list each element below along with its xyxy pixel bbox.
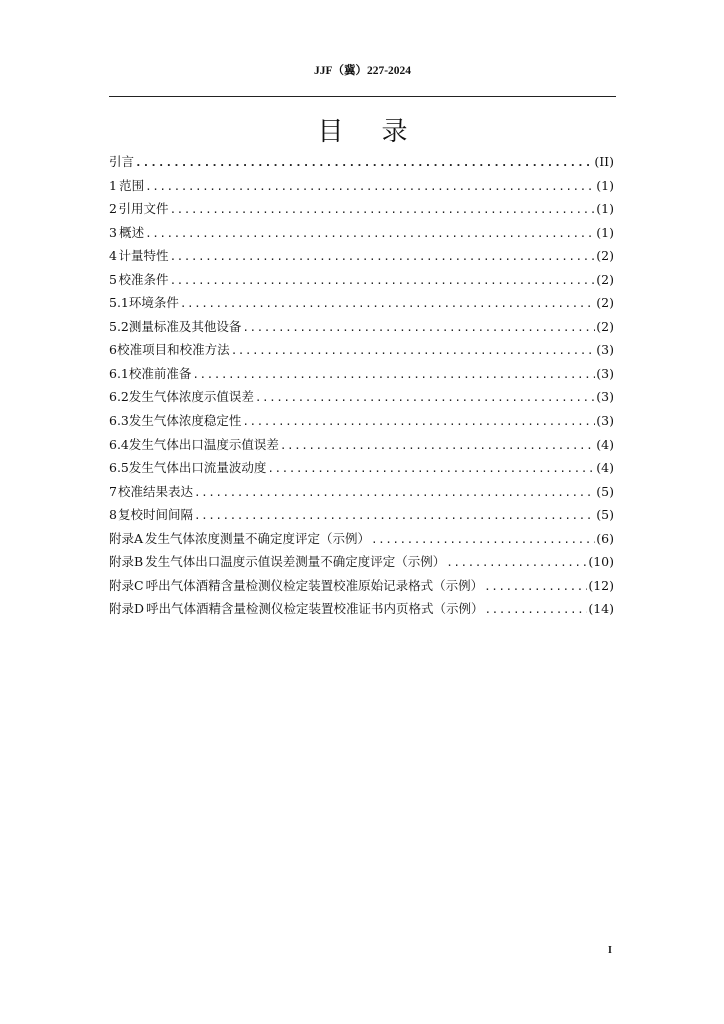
toc-entry[interactable] xyxy=(109,480,614,504)
toc-entry[interactable] xyxy=(109,197,614,221)
toc-entry[interactable] xyxy=(109,338,614,362)
toc-entry[interactable] xyxy=(109,433,614,457)
toc-entry[interactable] xyxy=(109,221,614,245)
toc-entry[interactable] xyxy=(109,503,614,527)
toc-entry-number: 附录C xyxy=(109,577,144,593)
toc-entry[interactable] xyxy=(109,315,614,339)
toc-entry-number: 5.2 xyxy=(109,318,129,334)
toc-entry-number: 附录B xyxy=(109,554,144,570)
toc-entry[interactable] xyxy=(109,244,614,268)
toc-entry[interactable] xyxy=(109,174,614,198)
toc-entry-label: 计量特性 xyxy=(118,248,169,264)
toc-entry-number: 1 xyxy=(109,177,117,193)
toc-entry[interactable] xyxy=(109,597,614,621)
toc-entry-page: (5) xyxy=(596,507,614,523)
toc-entry-page: (2) xyxy=(596,271,614,287)
toc-entry-page: (3) xyxy=(596,365,614,381)
toc-entry-number: 6.4 xyxy=(109,436,129,452)
toc-entry-number: 8 xyxy=(109,507,117,523)
toc-entry-page: (12) xyxy=(588,577,614,593)
toc-entry-page: (1) xyxy=(596,201,614,217)
toc-entry-number: 附录D xyxy=(109,601,145,617)
toc-entry-label: 环境条件 xyxy=(128,295,179,311)
toc-entry-page: (1) xyxy=(596,224,614,240)
toc-leader-dots xyxy=(194,504,595,528)
toc-leader-dots xyxy=(267,457,595,481)
toc-entry[interactable] xyxy=(109,550,614,574)
toc-entry-page: (14) xyxy=(588,601,614,617)
toc-entry-page: (10) xyxy=(588,554,614,570)
toc-entry-page: (3) xyxy=(596,342,614,358)
toc-entry-number: 3 xyxy=(109,224,117,240)
toc-entry-label: 范围 xyxy=(119,177,145,193)
toc-entry-page: (3) xyxy=(596,413,614,429)
toc-entry[interactable] xyxy=(109,362,614,386)
toc-entry-label: 呼出气体酒精含量检测仪检定装置校准证书内页格式（示例） xyxy=(146,601,484,617)
toc-entry-page: (3) xyxy=(596,389,614,405)
toc-leader-dots xyxy=(255,386,595,410)
toc-entry-label: 发生气体出口温度示值误差 xyxy=(128,436,279,452)
toc-entry-number: 6.1 xyxy=(109,365,129,381)
toc-leader-dots xyxy=(242,410,595,434)
header-rule xyxy=(109,96,616,97)
toc-leader-dots xyxy=(371,528,595,552)
toc-entry-label: 发生气体浓度示值误差 xyxy=(128,389,254,405)
toc-leader-dots xyxy=(242,316,595,340)
toc-leader-dots xyxy=(170,269,596,293)
toc-entry[interactable] xyxy=(109,527,614,551)
toc-entry-page: (2) xyxy=(596,318,614,334)
toc-entry-label: 校准条件 xyxy=(118,271,169,287)
toc-entry-label: 引言 xyxy=(109,154,135,169)
toc-entry-page: (2) xyxy=(596,248,614,264)
toc-leader-dots xyxy=(446,551,587,575)
table-of-contents xyxy=(109,150,614,621)
toc-entry[interactable] xyxy=(109,456,614,480)
toc-entry-number: 6.2 xyxy=(109,389,129,405)
toc-entry-page: (4) xyxy=(596,460,614,476)
toc-leader-dots xyxy=(194,481,595,505)
toc-entry-label: 发生气体浓度稳定性 xyxy=(128,413,242,429)
toc-leader-dots xyxy=(231,339,596,363)
page-number: I xyxy=(608,945,612,956)
toc-entry-label: 校准前准备 xyxy=(128,365,192,381)
toc-entry[interactable] xyxy=(109,268,614,292)
toc-entry[interactable] xyxy=(109,385,614,409)
toc-entry-page: (1) xyxy=(596,177,614,193)
toc-entry-number: 6.3 xyxy=(109,413,129,429)
toc-entry[interactable] xyxy=(109,409,614,433)
toc-leader-dots xyxy=(180,292,595,316)
toc-entry-number: 5.1 xyxy=(109,295,129,311)
toc-entry-number: 7 xyxy=(109,483,117,499)
toc-entry-label: 呼出气体酒精含量检测仪检定装置校准原始记录格式（示例） xyxy=(145,577,484,593)
toc-leader-dots xyxy=(145,175,595,199)
toc-entry-label: 复校时间间隔 xyxy=(118,507,194,523)
toc-entry-label: 测量标准及其他设备 xyxy=(128,318,242,334)
toc-entry-page: (II) xyxy=(594,154,614,169)
toc-leader-dots xyxy=(484,575,587,599)
toc-leader-dots xyxy=(280,434,595,458)
page-title: 目录 xyxy=(317,117,446,147)
toc-leader-dots xyxy=(485,598,588,622)
toc-entry-page: (2) xyxy=(596,295,614,311)
toc-entry-label: 发生气体浓度测量不确定度评定（示例） xyxy=(145,530,371,546)
toc-entry-number: 6 xyxy=(109,342,117,358)
toc-entry[interactable] xyxy=(109,150,614,174)
toc-entry-number: 4 xyxy=(109,248,117,264)
toc-entry-page: (5) xyxy=(596,483,614,499)
toc-entry-label: 概述 xyxy=(119,224,145,240)
toc-entry[interactable] xyxy=(109,574,614,598)
toc-entry-label: 发生气体出口流量波动度 xyxy=(128,460,267,476)
toc-leader-dots xyxy=(135,151,593,175)
toc-entry-label: 引用文件 xyxy=(118,201,169,217)
toc-leader-dots xyxy=(192,363,595,387)
toc-entry-number: 6.5 xyxy=(109,460,129,476)
toc-leader-dots xyxy=(170,198,596,222)
toc-leader-dots xyxy=(170,245,596,269)
toc-entry-label: 校准项目和校准方法 xyxy=(117,342,230,358)
toc-entry-page: (6) xyxy=(596,530,614,546)
toc-entry-label: 发生气体出口温度示值误差测量不确定度评定（示例） xyxy=(145,554,446,570)
toc-entry-number: 2 xyxy=(109,201,117,217)
toc-leader-dots xyxy=(145,222,595,246)
toc-entry-page: (4) xyxy=(596,436,614,452)
toc-entry[interactable] xyxy=(109,291,614,315)
document-code-header: JJF（冀）227-2024 xyxy=(313,65,412,77)
toc-entry-number: 附录A xyxy=(109,530,144,546)
toc-entry-label: 校准结果表达 xyxy=(118,483,194,499)
toc-entry-number: 5 xyxy=(109,271,117,287)
